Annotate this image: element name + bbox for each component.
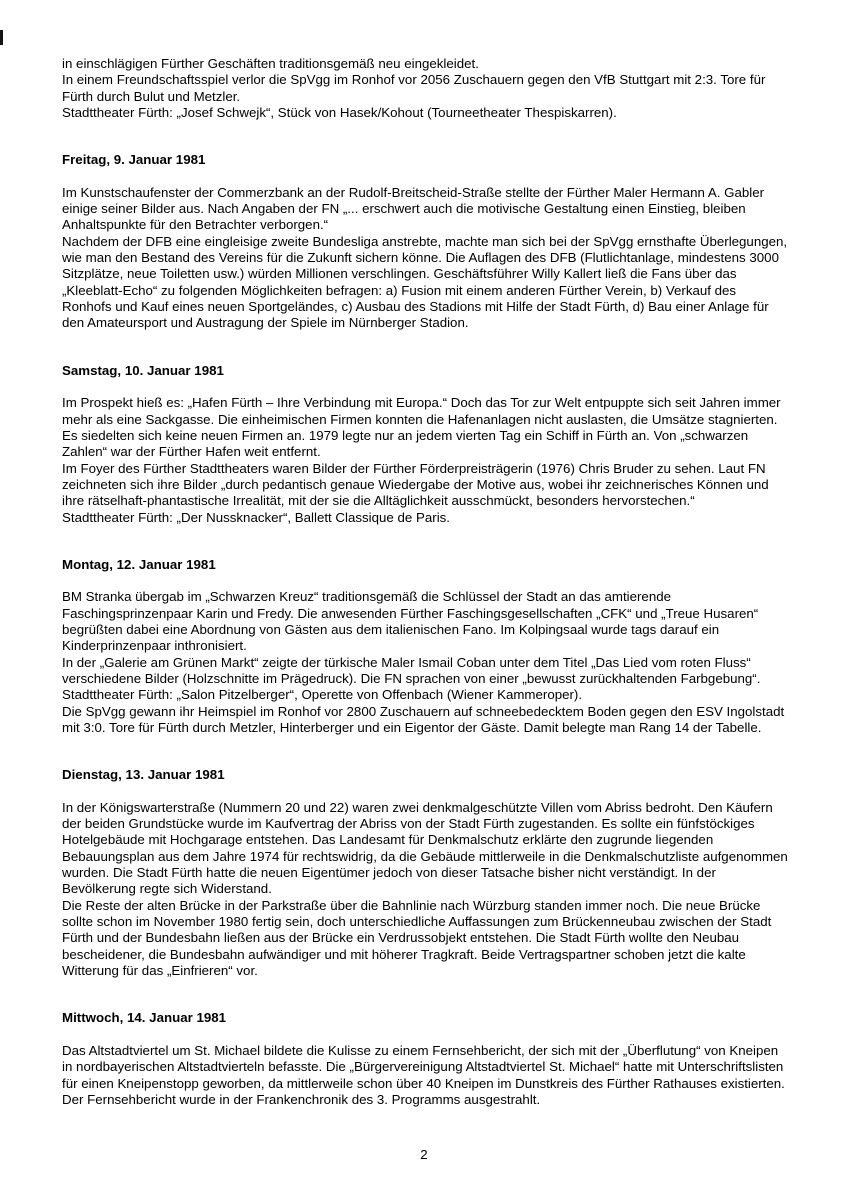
- paragraph: Stadttheater Fürth: „Josef Schwejk“, Stück von Hasek/Kohout (Tourneetheater Thespiskarren).: [62, 105, 617, 121]
- paragraph: Die Reste der alten Brücke in der Parkstraße über die Bahnlinie nach Würzburg standen immer noch. Die neue Brücke sollte schon im November 1980 fertig sein, doch unterschiedliche Auffassungen zum Brückenneubau zwischen der Stadt Fürth und der Bundesbahn ließen aus der Brücke ein Verdrussobjekt entstehen. Die Stadt Fürth wollte den Neubau bescheidener, die Bundesbahn aufwändiger und mit höherer Tragkraft. Beide Vertragspartner schoben jetzt die kalte Witterung für das „Einfrieren“ vor.: [62, 897, 772, 979]
- page-number: 2: [420, 1146, 428, 1162]
- scan-artifact: [0, 30, 3, 45]
- paragraph: Das Altstadtviertel um St. Michael bildete die Kulisse zu einem Fernsehbericht, der sich mit der „Überflutung“ von Kneipen in nordbayerischen Altstadtvierteln befasste. Die „Bürgervereinigung Altstadtviertel St. Michael“ hatte mit Unterschriftslisten für einen Kneipenstopp geworben, da mittlerweile schon über 40 Kneipen im Dunstkreis des Fürther Rathauses existierten. Der Fernsehbericht wurde in der Frankenchronik des 3. Programms ausgestrahlt.: [62, 1042, 785, 1107]
- date-heading: Samstag, 10. Januar 1981: [62, 362, 224, 378]
- document-section: [62, 152, 789, 331]
- paragraph: BM Stranka übergab im „Schwarzen Kreuz“ traditionsgemäß die Schlüssel der Stadt an das amtierende Faschingsprinzenpaar Karin und Fredy. Die anwesenden Fürther Faschingsgesellschaften „CFK“ und „Treue Husaren“ begrüßten dabei eine Abordnung von Gästen aus dem italienischen Fano. Im Kolpingsaal wurde tags darauf ein Kinderprinzenpaar inthronisiert.: [62, 589, 759, 654]
- paragraph: Im Kunstschaufenster der Commerzbank an der Rudolf-Breitscheid-Straße stellte der Fürther Maler Hermann A. Gabler einige seiner Bilder aus. Nach Angaben der FN „... erschwert auch die motivische Gestaltung einen Einstieg, bleiben Anhaltspunkte für den Betrachter verborgen.“: [62, 184, 765, 233]
- paragraph: in einschlägigen Fürther Geschäften traditionsgemäß neu eingekleidet.: [62, 56, 479, 71]
- document-section: [62, 1010, 789, 1108]
- document-section: [62, 557, 789, 736]
- document-section: [62, 56, 789, 121]
- paragraph: Stadttheater Fürth: „Der Nussknacker“, Ballett Classique de Paris.: [62, 509, 450, 525]
- document-section: [62, 767, 789, 979]
- date-heading: Freitag, 9. Januar 1981: [62, 152, 206, 168]
- paragraph: In der Königswarterstraße (Nummern 20 und 22) waren zwei denkmalgeschützte Villen vom Abriss bedroht. Den Käufern der beiden Grundstücke wurde im Kaufvertrag der Abriss von der Stadt Fürth zugestanden. Es sollte ein fünfstöckiges Hotelgebäude mit Hochgarage entstehen. Das Landesamt für Denkmalschutz erklärte den zugrunde liegenden Bebauungsplan aus dem Jahre 1974 für rechtswidrig, da die Gebäude mittlerweile in die Denkmalschutzliste aufgenommen wurden. Die Stadt Fürth hatte die neuen Eigentümer jedoch von dieser Tatsache bisher nicht verständigt. In der Bevölkerung regte sich Widerstand.: [62, 799, 788, 897]
- paragraph: In der „Galerie am Grünen Markt“ zeigte der türkische Maler Ismail Coban unter dem Titel „Das Lied vom roten Fluss“ verschiedene Bilder (Holzschnitte im Prägedruck). Die FN sprachen von einer „bewusst zurückhaltenden Farbgebung“.: [62, 654, 761, 686]
- document-section: [62, 363, 789, 526]
- paragraph: Im Foyer des Fürther Stadttheaters waren Bilder der Fürther Förderpreisträgerin (1976) Chris Bruder zu sehen. Laut FN zeichneten sich ihre Bilder „durch pedantisch genaue Wiedergabe der Motive aus, wobei ihr zeichnerisches Können und ihre rätselhaft-phantastische Irrealität, mit der sie die Alltäglichkeit ausschmückt, besonders hervorstechen.“: [62, 460, 769, 509]
- date-heading: Montag, 12. Januar 1981: [62, 556, 216, 572]
- paragraph: In einem Freundschaftsspiel verlor die SpVgg im Ronhof vor 2056 Zuschauern gegen den VfB Stuttgart mit 2:3. Tore für Fürth durch Bulut und Metzler.: [62, 72, 766, 104]
- date-heading: Mittwoch, 14. Januar 1981: [62, 1010, 227, 1026]
- paragraph: Stadttheater Fürth: „Salon Pitzelberger“, Operette von Offenbach (Wiener Kammeroper).: [62, 687, 583, 703]
- paragraph: Die SpVgg gewann ihr Heimspiel im Ronhof vor 2800 Zuschauern auf schneebedecktem Boden gegen den ESV Ingolstadt mit 3:0. Tore für Fürth durch Metzler, Hinterberger und ein Eigentor der Gäste. Damit belegte man Rang 14 der Tabelle.: [62, 703, 785, 735]
- paragraph: Nachdem der DFB eine eingleisige zweite Bundesliga anstrebte, machte man sich bei der SpVgg ernsthafte Überlegungen, wie man den Bestand des Vereins für die Zukunft sichern könne. Die Auflagen des DFB (Flutlichtanlage, mindestens 3000 Sitzplätze, neue Toiletten usw.) würden Millionen verschlingen. Geschäftsführer Willy Kallert ließ die Fans über das „Kleeblatt-Echo“ zu folgenden Möglichkeiten befragen: a) Fusion mit einem anderen Fürther Verein, b) Verkauf des Ronhofs und Kauf eines neuen Sportgeländes, c) Ausbau des Stadions mit Hilfe der Stadt Fürth, d) Bau einer Anlage für den Amateursport und Austragung der Spiele im Nürnberger Stadion.: [62, 233, 788, 331]
- paragraph: Im Prospekt hieß es: „Hafen Fürth – Ihre Verbindung mit Europa.“ Doch das Tor zur Welt entpuppte sich seit Jahren immer mehr als eine Sackgasse. Die einheimischen Firmen konnten die Hafenanlagen nicht auslasten, die Umsätze stagnierten. Es siedelten sich keine neuen Firmen an. 1979 legte nur an jedem vierten Tag ein Schiff in Fürth an. Von „schwarzen Zahlen“ war der Fürther Hafen weit entfernt.: [62, 395, 781, 460]
- document-content: [62, 56, 789, 1108]
- date-heading: Dienstag, 13. Januar 1981: [62, 767, 225, 783]
